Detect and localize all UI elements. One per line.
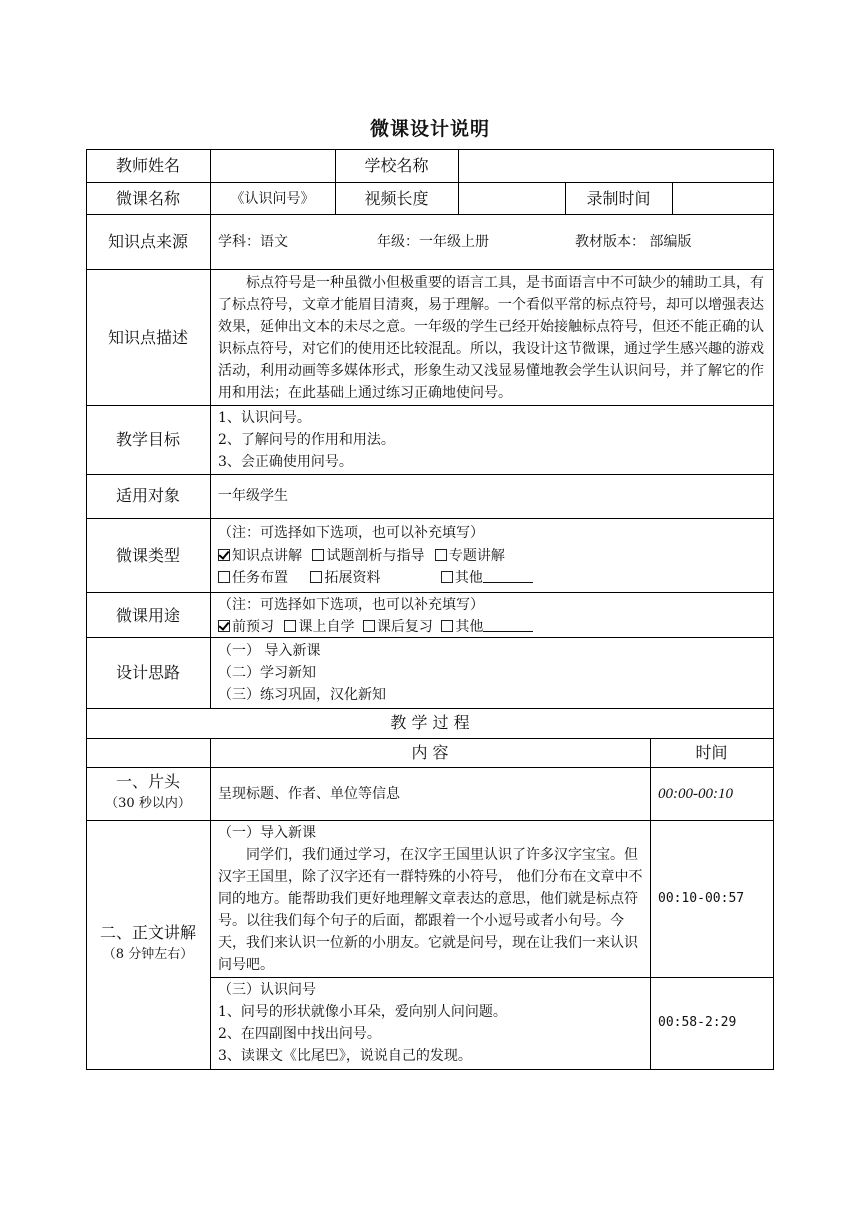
type-option[interactable]: 任务布置 (218, 567, 288, 589)
stage-intro-content: 呈现标题、作者、单位等信息 (218, 786, 400, 802)
fill-blank[interactable] (483, 568, 533, 583)
goal-item: 3、会正确使用问号。 (218, 454, 353, 470)
process-header: 教 学 过 程 (390, 713, 470, 732)
textbook-value: 教材版本： 部编版 (575, 234, 692, 250)
part2-title: （三）认识问号 (218, 982, 316, 998)
part1-title: （一）导入新课 (218, 825, 316, 841)
document-title: 微课设计说明 (369, 118, 490, 140)
design-idea-label: 设计思路 (115, 663, 180, 682)
school-name-label: 学校名称 (364, 156, 429, 175)
type-option[interactable]: 拓展资料 (310, 567, 380, 589)
course-type-note: （注：可选择如下选项，也可以补充填写） (218, 525, 484, 541)
part1-time: 00:10-00:57 (658, 891, 745, 906)
stage-intro-note: （30 秒以内） (105, 796, 191, 811)
knowledge-source-label: 知识点来源 (107, 232, 188, 251)
design-step: （二）学习新知 (218, 665, 316, 681)
course-type-options-row2 (218, 567, 533, 589)
knowledge-desc-text: 标点符号是一种虽微小但极重要的语言工具，是书面语言中不可缺少的辅助工具，有了标点符号，文章才能眉目清爽，易于理解。一个看似平常的标点符号，却可以增强表达效果，延伸出文本的未尽之意。一年级的学生已经开始接触标点符号，但还不能正确的认识标点符号，对它们的使用还比较混乱。所以，我设计这节微课，通过学生感兴趣的游戏活动，利用动画等多媒体形式，形象生动又浅显易懂地教会学生认识问号，并了解它的作用和用法；在此基础上通过练习正确地使问号。 (218, 275, 764, 401)
checkbox-checked-icon[interactable] (218, 549, 230, 561)
type-option[interactable]: 知识点讲解 (218, 545, 302, 567)
video-length-label: 视频长度 (364, 189, 429, 208)
stage-main-note: （8 分钟左右） (102, 947, 194, 962)
checkbox-icon[interactable] (363, 620, 375, 632)
goal-item: 2、了解问号的作用和用法。 (218, 432, 395, 448)
type-option[interactable]: 专题讲解 (435, 545, 505, 567)
goal-item: 1、认识问号。 (218, 410, 311, 426)
subject-value: 学科：语文 (218, 234, 288, 250)
time-column-header: 时间 (695, 743, 728, 762)
design-step: （一） 导入新课 (218, 643, 321, 659)
course-name-value: 《认识问号》 (230, 191, 315, 207)
part2-time: 00:58-2:29 (658, 1015, 737, 1030)
course-type-label: 微课类型 (115, 546, 180, 565)
course-name-label: 微课名称 (115, 189, 180, 208)
course-type-options-row1 (218, 545, 505, 567)
content-column-header: 内 容 (411, 743, 449, 762)
part2-line: 1、问号的形状就像小耳朵，爱向别人问问题。 (218, 1004, 507, 1020)
checkbox-icon[interactable] (435, 549, 447, 561)
target-audience-value: 一年级学生 (218, 488, 288, 504)
target-audience-label: 适用对象 (115, 486, 180, 505)
type-option[interactable]: 试题剖析与指导 (312, 545, 424, 567)
use-option[interactable]: 其他 (441, 616, 533, 638)
teacher-name-label: 教师姓名 (115, 156, 180, 175)
use-option[interactable]: 课上自学 (284, 616, 354, 638)
course-use-label: 微课用途 (115, 606, 180, 625)
stage-intro-time: 00:00-00:10 (658, 786, 733, 802)
record-time-label: 录制时间 (586, 189, 651, 208)
checkbox-icon[interactable] (441, 620, 453, 632)
teaching-goal-label: 教学目标 (115, 430, 180, 449)
part2-line: 2、在四副图中找出问号。 (218, 1026, 381, 1042)
course-use-options (218, 616, 533, 638)
checkbox-icon[interactable] (441, 571, 453, 583)
checkbox-icon[interactable] (312, 549, 324, 561)
use-option[interactable]: 课后复习 (363, 616, 433, 638)
stage-main-label: 二、正文讲解 (99, 923, 196, 942)
stage-intro-label: 一、片头 (115, 772, 180, 791)
course-use-note: （注：可选择如下选项，也可以补充填写） (218, 597, 484, 613)
part2-line: 3、读课文《比尾巴》，说说自己的发现。 (218, 1048, 472, 1064)
design-step: （三）练习巩固，汉化新知 (218, 687, 386, 703)
use-option[interactable]: 前预习 (218, 616, 274, 638)
fill-blank[interactable] (483, 617, 533, 632)
grade-value: 年级：一年级上册 (377, 234, 489, 250)
knowledge-desc-label: 知识点描述 (107, 328, 188, 347)
part1-text: 同学们，我们通过学习，在汉字王国里认识了许多汉字宝宝。但汉字王国里，除了汉字还有一群特殊的小符号， 他们分布在文章中不同的地方。能帮助我们更好地理解文章表达的意思，他们就是标点符号。以往我们每个句子的后面，都跟着一个小逗号或者小句号。今天，我们来认识一位新的小朋友。它就是问号，现在让我们一来认识问号吧。 (218, 847, 643, 973)
checkbox-checked-icon[interactable] (218, 620, 230, 632)
checkbox-icon[interactable] (218, 571, 230, 583)
checkbox-icon[interactable] (284, 620, 296, 632)
checkbox-icon[interactable] (310, 571, 322, 583)
type-option[interactable]: 其他 (441, 567, 533, 589)
